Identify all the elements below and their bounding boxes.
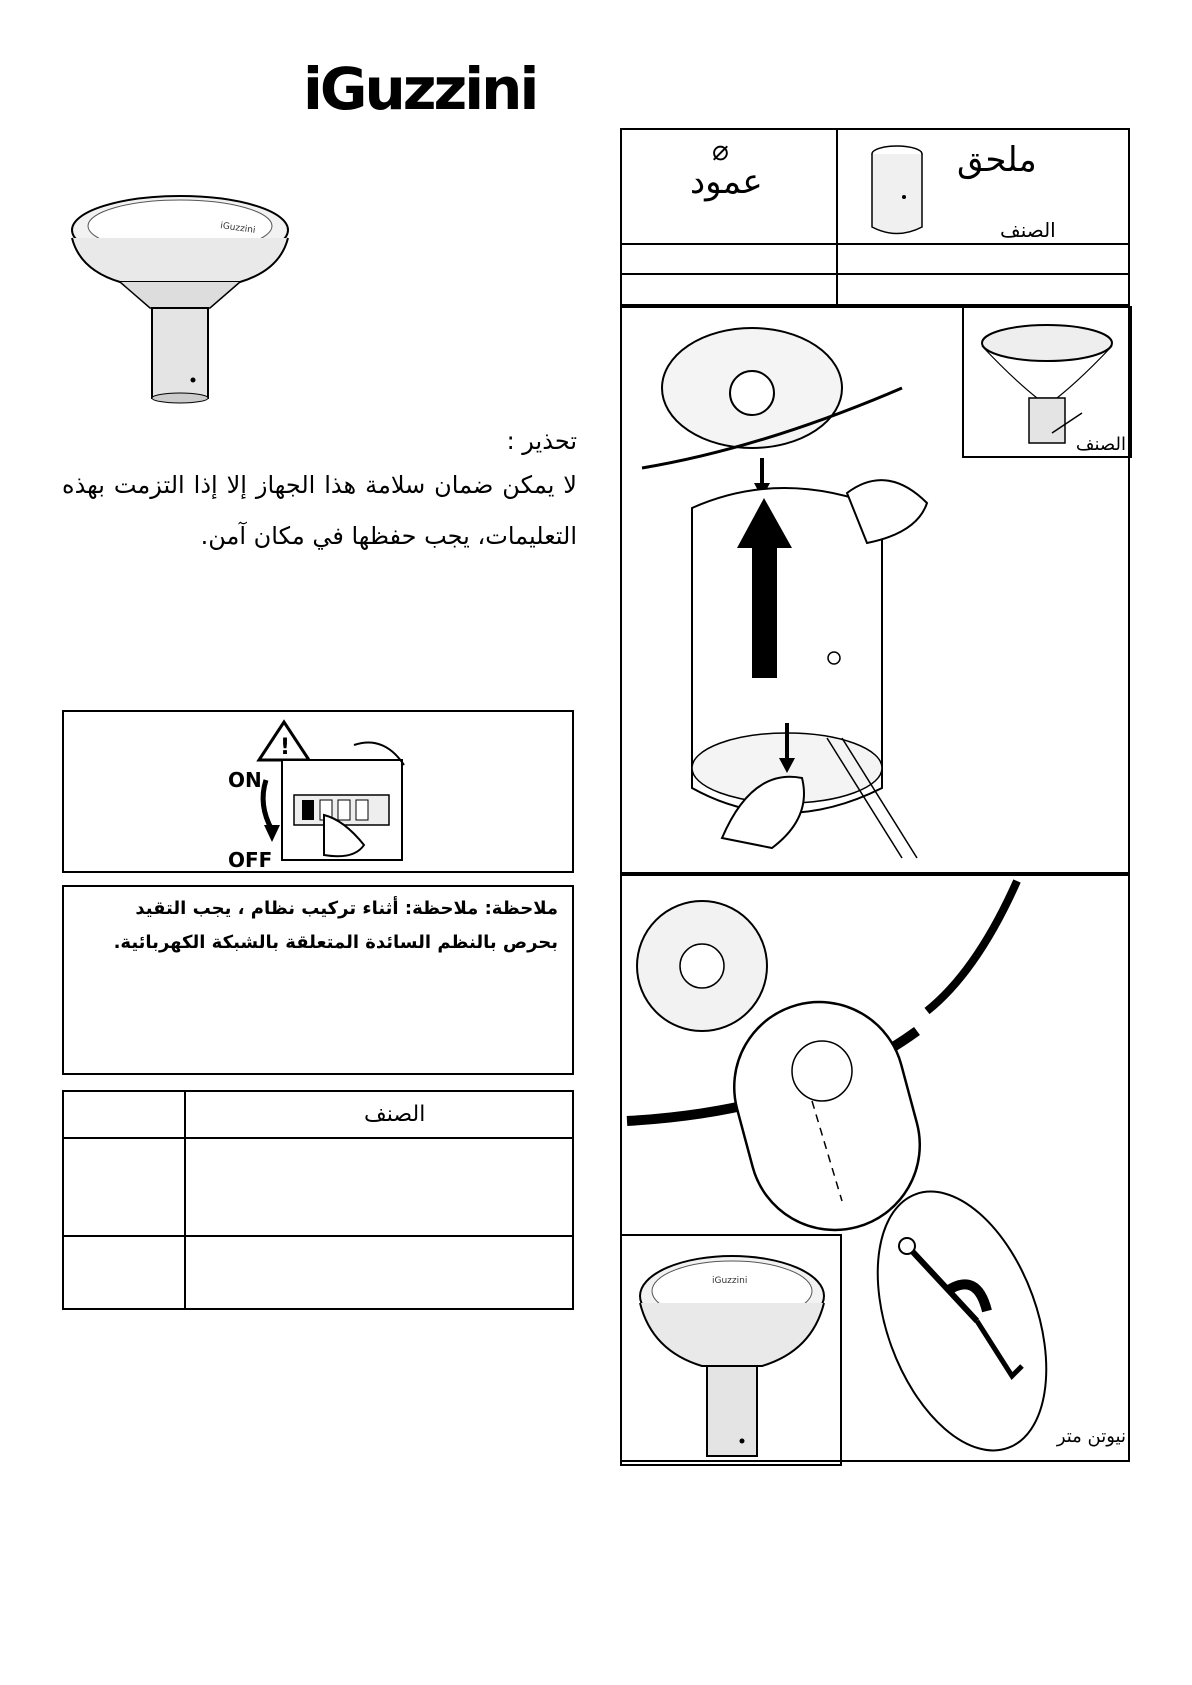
switch-panel-box	[62, 710, 574, 873]
brand-logo: iGuzzini	[303, 55, 537, 123]
step1-panel	[620, 306, 1130, 874]
switch-on-label: ON	[228, 768, 262, 792]
warning-title: تحذير :	[506, 427, 577, 455]
accessory-cylinder-illustration	[862, 142, 932, 242]
step1-illustration	[642, 318, 962, 868]
step1-thumbnail-box	[962, 306, 1132, 458]
step2-panel	[620, 874, 1130, 1462]
note-box	[62, 885, 574, 1075]
accessory-class-label: الصنف	[1000, 218, 1056, 242]
step1-thumbnail-class-label: الصنف	[1075, 434, 1126, 455]
accessory-label: ملحق	[957, 140, 1037, 180]
step2-thumbnail-box	[620, 1234, 842, 1466]
note-line-1: ملاحظة: ملاحظة: أثناء تركيب نظام ، يجب التقيد	[135, 898, 558, 919]
warning-body: لا يمكن ضمان سلامة هذا الجهاز إلا إذا التزمت بهذه التعليمات، يجب حفظها في مكان آمن.	[62, 471, 577, 550]
class-table	[62, 1090, 574, 1310]
class-table-header: الصنف	[364, 1102, 426, 1127]
note-line-2: بحرص بالنظم السائدة المتعلقة بالشبكة الكهربائية.	[113, 932, 558, 953]
accessory-table	[620, 128, 1130, 306]
step2-thumbnail-lamp	[632, 1251, 832, 1461]
step2-thumbnail-logo: iGuzzini	[712, 1276, 748, 1286]
lamp-logo: iGuzzini	[219, 221, 256, 236]
pole-diameter-symbol: ⌀	[712, 134, 729, 167]
switch-off-label: OFF	[228, 848, 273, 872]
pole-label: عمود	[690, 162, 763, 202]
lamp-illustration	[60, 190, 300, 405]
step1-thumbnail-lamp	[972, 318, 1122, 448]
torque-label: نيوتن متر	[1056, 1426, 1126, 1447]
svg-text:!: !	[280, 735, 291, 760]
